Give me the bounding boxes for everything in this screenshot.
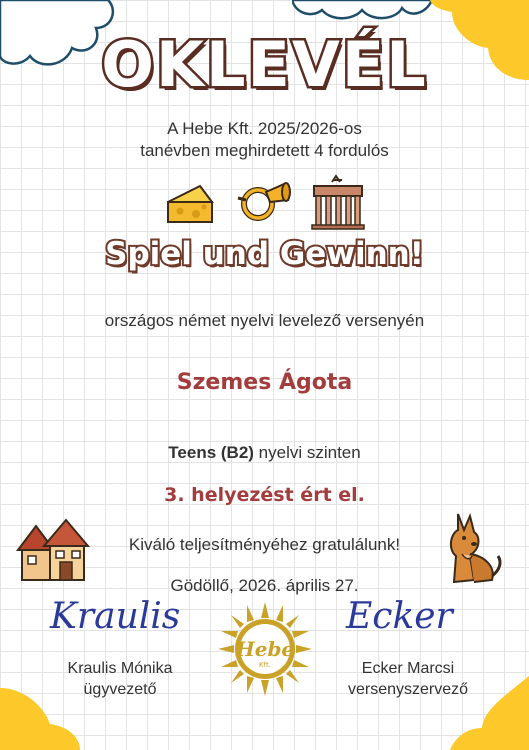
congratulations-text: Kiváló teljesítményéhez gratulálunk! — [128, 535, 401, 554]
logo-text: Hebe — [235, 637, 295, 661]
signatory-name: Kraulis Mónika — [67, 660, 173, 677]
signatory-role: ügyvezető — [83, 681, 157, 698]
dog-icon — [440, 510, 504, 586]
contest-name: Spiel und Gewinn! — [105, 236, 424, 272]
house-icon — [14, 516, 90, 584]
signatory-role: versenyszervező — [347, 681, 469, 698]
level-line — [0, 443, 529, 463]
signature-ecker: Ecker — [346, 596, 453, 637]
intro-text — [0, 118, 529, 162]
intro-line-1: A Hebe Kft. 2025/2026-os — [167, 119, 362, 138]
brandenburg-gate-icon — [308, 172, 368, 230]
cloud-icon — [292, 0, 432, 22]
placement: 3. helyezést ért el. — [164, 484, 365, 506]
level-suffix: nyelvi szinten — [253, 443, 361, 462]
certificate-title: OKLEVÉL — [101, 28, 428, 101]
recipient-name: Szemes Ágota — [176, 370, 353, 395]
signatory-name: Ecker Marcsi — [361, 660, 455, 677]
intro-line-2: tanévben meghirdetett 4 fordulós — [140, 141, 389, 160]
signature-kraulis: Kraulis — [50, 596, 181, 637]
sun-logo-icon — [216, 600, 314, 698]
signatory-right — [318, 658, 498, 700]
contest-description: országos német nyelvi levelező versenyén — [104, 311, 425, 330]
logo-subtext: Kft. — [259, 661, 271, 669]
horn-icon — [232, 178, 292, 228]
place-and-date: Gödöllő, 2026. április 27. — [170, 576, 359, 595]
level-name: Teens (B2) — [168, 443, 254, 462]
cheese-icon — [164, 180, 216, 228]
signatory-left — [30, 658, 210, 700]
